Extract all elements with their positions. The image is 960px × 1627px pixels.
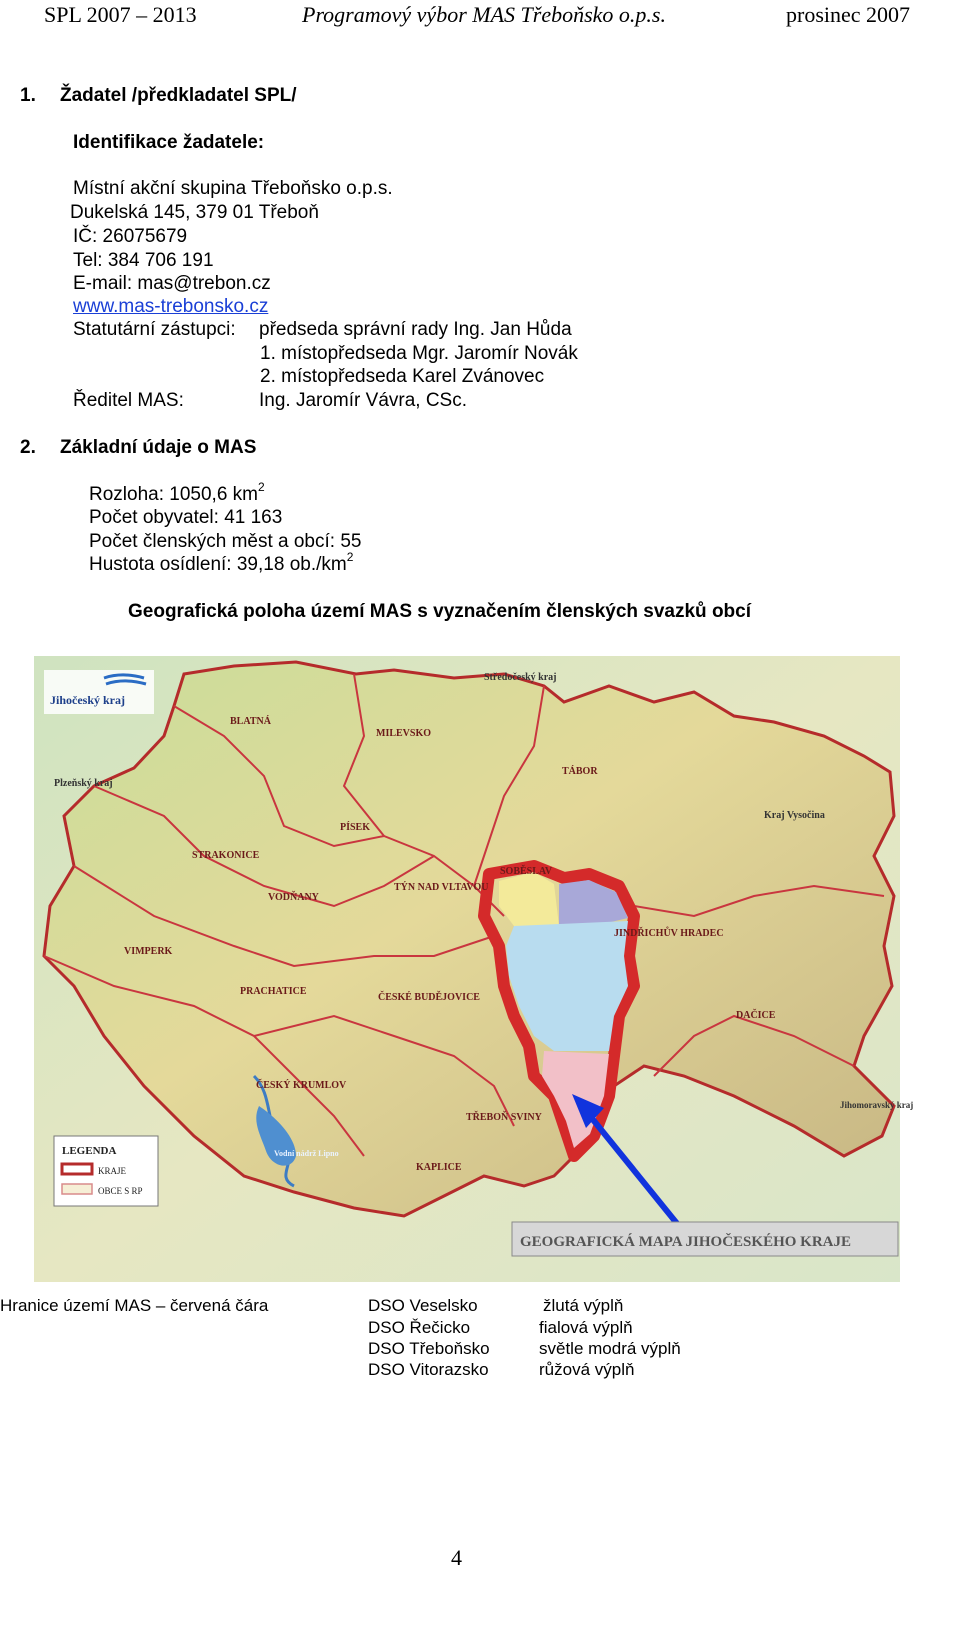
density-text: Hustota osídlení: 39,18 ob./km <box>89 554 347 575</box>
label-strakonice: STRAKONICE <box>192 850 260 861</box>
label-vodnany: VODŇANY <box>268 892 319 903</box>
fill-veselsko: žlutá výplň <box>543 1296 624 1315</box>
page-number: 4 <box>451 1545 462 1570</box>
website-link[interactable]: www.mas-trebonsko.cz <box>73 296 269 317</box>
label-tyn: TÝN NAD VLTAVOU <box>394 882 489 893</box>
density-sup: 2 <box>346 550 354 564</box>
map-legend-title: LEGENDA <box>62 1145 117 1157</box>
label-plzensky: Plzeňský kraj <box>54 778 113 789</box>
map-legend-kraje: KRAJE <box>98 1166 127 1176</box>
applicant-name: Místní akční skupina Třeboňsko o.p.s. <box>73 178 393 199</box>
header-left: SPL 2007 – 2013 <box>44 2 197 27</box>
label-milevsko: MILEVSKO <box>376 728 432 739</box>
label-jihomoravsky: Jihomoravský kraj <box>840 1100 914 1110</box>
label-tabor: TÁBOR <box>562 766 598 777</box>
label-kaplice: KAPLICE <box>416 1162 462 1173</box>
map-banner <box>512 1222 898 1256</box>
dso-trebonsko: DSO Třeboňsko <box>368 1339 490 1358</box>
section1-subtitle: Identifikace žadatele: <box>73 132 265 153</box>
statutory-2: 1. místopředseda Mgr. Jaromír Novák <box>260 343 578 364</box>
area-text: Rozloha: 1050,6 km <box>89 484 258 505</box>
director-label: Ředitel MAS: <box>73 390 184 411</box>
section1-number: 1. <box>20 85 36 106</box>
area-line <box>89 480 265 506</box>
fill-vitorazsko: růžová výplň <box>539 1360 635 1379</box>
section2-title: Základní údaje o MAS <box>60 437 257 458</box>
map-caption: Geografická poloha území MAS s vyznačením členských svazků obcí <box>128 601 752 622</box>
dso-vitorazsko: DSO Vitorazsko <box>368 1360 489 1379</box>
director-name: Ing. Jaromír Vávra, CSc. <box>259 390 468 411</box>
header-right: prosinec 2007 <box>786 2 911 27</box>
applicant-ic: IČ: 26075679 <box>73 226 188 247</box>
section1-title: Žadatel /předkladatel SPL/ <box>60 85 297 106</box>
legend-swatch-obce <box>62 1184 92 1194</box>
label-blatna: BLATNÁ <box>230 716 271 727</box>
logo-text: Jihočeský kraj <box>50 693 125 707</box>
map-legend-obce: OBCE S RP <box>98 1186 143 1196</box>
statutory-label: Statutární zástupci: <box>73 319 236 340</box>
applicant-email: E-mail: mas@trebon.cz <box>73 273 271 294</box>
label-ceske-budejovice: ČESKÉ BUDĚJOVICE <box>378 992 480 1003</box>
page-header <box>0 0 960 40</box>
label-jindrichuv-hradec: JINDŘICHŮV HRADEC <box>614 928 724 939</box>
fill-trebonsko: světle modrá výplň <box>539 1339 681 1358</box>
dso-veselsko: DSO Veselsko <box>368 1296 478 1315</box>
label-cesky-krumlov: ČESKÝ KRUMLOV <box>256 1080 347 1091</box>
applicant-address: Dukelská 145, 379 01 Třeboň <box>70 202 319 223</box>
legend-swatch-kraje <box>62 1164 92 1174</box>
label-stredocesky: Středočeský kraj <box>484 672 557 683</box>
label-sobeslav: SOBĚSLAV <box>500 866 553 877</box>
statutory-3: 2. místopředseda Karel Zvánovec <box>260 366 545 387</box>
dso-recicko: DSO Řečicko <box>368 1318 471 1337</box>
label-lipno: Vodní nádrž Lipno <box>274 1149 339 1158</box>
header-center: Programový výbor MAS Třeboňsko o.p.s. <box>302 2 666 27</box>
label-prachatice: PRACHATICE <box>240 986 307 997</box>
applicant-tel: Tel: 384 706 191 <box>73 250 214 271</box>
label-pisek: PÍSEK <box>340 822 371 833</box>
label-trhove-sviny: TŘEBOŇ SVINY <box>466 1112 542 1123</box>
map-banner-text: GEOGRAFICKÁ MAPA JIHOČESKÉHO KRAJE <box>520 1234 851 1250</box>
section2-number: 2. <box>20 437 36 458</box>
border-legend: Hranice území MAS – červená čára <box>0 1296 269 1315</box>
label-vimperk: VIMPERK <box>124 946 173 957</box>
fill-recicko: fialová výplň <box>539 1318 633 1337</box>
region-map <box>34 656 914 1282</box>
label-vysocina: Kraj Vysočina <box>764 810 825 821</box>
label-dacice: DAČICE <box>736 1010 776 1021</box>
area-sup: 2 <box>258 480 265 494</box>
statutory-1: předseda správní rady Ing. Jan Hůda <box>259 319 572 340</box>
region-logo <box>44 670 154 714</box>
map-legend <box>54 1136 158 1206</box>
members-line: Počet členských měst a obcí: 55 <box>89 531 362 552</box>
density-line <box>89 550 354 576</box>
population-line: Počet obyvatel: 41 163 <box>89 507 283 528</box>
